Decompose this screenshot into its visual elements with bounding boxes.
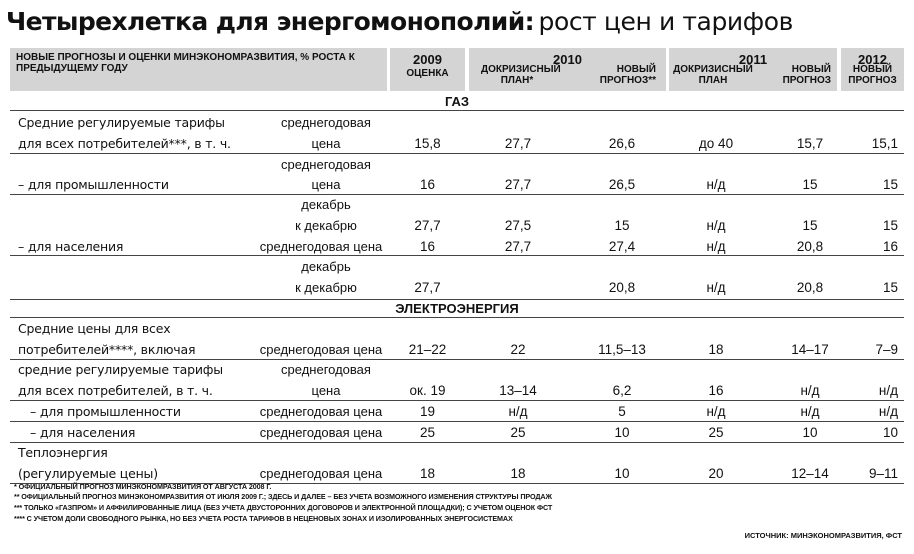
row-label: – для населения [30, 425, 136, 440]
value-cell: н/д [706, 177, 726, 192]
row-unit: к декабрю [295, 218, 357, 233]
value-cell: 26,5 [608, 177, 636, 192]
value-cell: н/д [706, 404, 726, 419]
value-cell: 18 [708, 342, 724, 357]
value-cell: 10 [614, 466, 630, 481]
value-cell: н/д [508, 404, 528, 419]
row-unit: среднегодовая [281, 115, 371, 130]
value-cell: 12–14 [791, 466, 829, 481]
year-2012: 2012 [858, 52, 887, 67]
row-unit: цена [311, 177, 341, 192]
row-label: – для промышленности [30, 404, 181, 419]
value-cell: 27,7 [504, 177, 532, 192]
value-cell: 9–11 [868, 466, 898, 481]
year-2011: 2011 [738, 52, 768, 67]
value-cell: 13–14 [499, 383, 537, 398]
value-cell: 25 [419, 425, 436, 440]
header-2012-sub: НОВЫЙ ПРОГНОЗ [848, 64, 897, 86]
value-cell: 27,7 [504, 239, 532, 254]
value-cell: 19 [419, 404, 436, 419]
row-label: – для населения [18, 239, 124, 254]
value-cell: 27,4 [608, 239, 636, 254]
row-label: для всех потребителей, в т. ч. [18, 383, 213, 398]
value-cell: 15 [882, 177, 898, 192]
value-cell: 15,7 [796, 136, 824, 151]
value-cell: 16 [419, 177, 436, 192]
row-unit: к декабрю [295, 280, 357, 295]
header-2010 [469, 48, 666, 91]
value-cell: 20 [708, 466, 724, 481]
value-cell: 10 [882, 425, 898, 440]
value-cell: 15,8 [414, 136, 441, 151]
footnote: *** ТОЛЬКО «ГАЗПРОМ» И АФФИЛИРОВАННЫЕ ЛИЦА (БЕЗ УЧЕТА ДВУСТОРОННИХ ДОГОВОРОВ И ЭЛЕКТРОННОЙ ПЛОЩАДКИ); С УЧЕТОМ ОЦЕНОК ФСТ [14, 503, 553, 512]
row-label: Теплоэнергия [18, 445, 108, 460]
footnote: ** ОФИЦИАЛЬНЫЙ ПРОГНОЗ МИНЭКОНОМРАЗВИТИЯ ОТ ИЮЛЯ 2009 Г.; ЗДЕСЬ И ДАЛЕЕ – БЕЗ УЧЕТА ВОЗМОЖНОГО ИЗМЕНЕНИЯ СТРУКТУРЫ ПРОДАЖ [14, 492, 552, 501]
row-label: средние регулируемые тарифы [18, 362, 223, 377]
header-2011-forecast: НОВЫЙ ПРОГНОЗ [782, 64, 831, 86]
value-cell: 27,7 [414, 280, 441, 295]
value-cell: 6,2 [612, 383, 632, 398]
value-cell: 21–22 [408, 342, 447, 357]
row-divider [10, 153, 904, 154]
row-divider [10, 421, 904, 422]
year-2010: 2010 [553, 52, 582, 67]
row-unit: среднегодовая цена [259, 404, 383, 419]
value-cell: 5 [618, 404, 626, 419]
value-cell: 20,8 [796, 280, 824, 295]
section-electricity: ЭЛЕКТРОЭНЕРГИЯ [10, 299, 904, 318]
header-2010-forecast: НОВЫЙ ПРОГНОЗ** [599, 64, 656, 86]
value-cell: н/д [878, 404, 898, 419]
row-unit: цена [311, 383, 341, 398]
value-cell: н/д [706, 280, 726, 295]
value-cell: 11,5–13 [598, 342, 646, 357]
row-divider [10, 255, 904, 256]
value-cell: 25 [708, 425, 724, 440]
page-title [6, 2, 793, 42]
value-cell: 15 [882, 218, 898, 233]
header-2009 [390, 48, 465, 91]
value-cell: до 40 [698, 136, 734, 151]
value-cell: 18 [510, 466, 526, 481]
value-cell: 15,1 [871, 136, 898, 151]
footnote: * ОФИЦИАЛЬНЫЙ ПРОГНОЗ МИНЭКОНОМРАЗВИТИЯ ОТ АВГУСТА 2008 Г. [14, 482, 272, 491]
source-note: ИСТОЧНИК: МИНЭКОНОМРАЗВИТИЯ, ФСТ [744, 531, 902, 540]
header-description: НОВЫЕ ПРОГНОЗЫ И ОЦЕНКИ МИНЭКОНОМРАЗВИТИЯ, % РОСТА К ПРЕДЫДУЩЕМУ ГОДУ [10, 48, 387, 91]
value-cell: н/д [800, 404, 820, 419]
row-unit: среднегодовая цена [259, 342, 383, 357]
row-divider [10, 400, 904, 401]
row-unit: среднегодовая цена [259, 239, 383, 254]
value-cell: н/д [800, 383, 820, 398]
row-label: Средние цены для всех [18, 321, 171, 336]
value-cell: 26,6 [608, 136, 636, 151]
footnote: **** С УЧЕТОМ ДОЛИ СВОБОДНОГО РЫНКА, НО БЕЗ УЧЕТА РОСТА ТАРИФОВ В НЕЦЕНОВЫХ ЗОНАХ И ИЗОЛИРОВАННЫХ ЭНЕРГОСИСТЕМАХ [14, 514, 513, 523]
header-2011-plan: ДОКРИЗИСНЫЙ ПЛАН [673, 64, 753, 86]
value-cell: 14–17 [791, 342, 829, 357]
value-cell: 27,5 [504, 218, 532, 233]
value-cell: 10 [802, 425, 818, 440]
row-divider [10, 442, 904, 443]
value-cell: 10 [614, 425, 630, 440]
value-cell: 7–9 [875, 342, 898, 357]
row-unit: среднегодовая [281, 362, 371, 377]
header-2012 [841, 48, 904, 91]
value-cell: н/д [706, 218, 726, 233]
row-unit: декабрь [301, 197, 351, 212]
section-gas: ГАЗ [10, 93, 904, 111]
row-unit: цена [311, 136, 341, 151]
title-bold: Четырехлетка для энергомонополий: [6, 7, 535, 36]
row-unit: среднегодовая цена [259, 425, 383, 440]
value-cell: 16 [882, 239, 898, 254]
row-unit: среднегодовая цена [259, 466, 383, 481]
row-divider [10, 359, 904, 360]
row-divider [10, 194, 904, 195]
value-cell: 15 [802, 218, 818, 233]
value-cell: 27,7 [504, 136, 532, 151]
value-cell: 16 [419, 239, 436, 254]
header-2010-plan: ДОКРИЗИСНЫЙ ПЛАН* [481, 64, 561, 86]
title-light: рост цен и тарифов [538, 7, 793, 36]
value-cell: н/д [706, 239, 726, 254]
value-cell: ок. 19 [409, 383, 446, 398]
value-cell: 20,8 [796, 239, 824, 254]
value-cell: н/д [878, 383, 898, 398]
value-cell: 15 [614, 218, 630, 233]
value-cell: 15 [802, 177, 818, 192]
value-cell: 16 [708, 383, 724, 398]
value-cell: 22 [510, 342, 526, 357]
value-cell: 20,8 [608, 280, 636, 295]
header-2009-sub: ОЦЕНКА [406, 68, 449, 79]
row-label: – для промышленности [18, 177, 169, 192]
value-cell: 27,7 [414, 218, 441, 233]
row-label: для всех потребителей***, в т. ч. [18, 136, 231, 151]
value-cell: 15 [882, 280, 898, 295]
row-unit: среднегодовая [281, 157, 371, 172]
row-label: потребителей****, включая [18, 342, 196, 357]
row-label: Средние регулируемые тарифы [18, 115, 225, 130]
row-label: (регулируемые цены) [18, 466, 158, 481]
year-2009: 2009 [413, 52, 442, 67]
value-cell: 18 [419, 466, 436, 481]
header-2011 [669, 48, 837, 91]
value-cell: 25 [510, 425, 526, 440]
row-unit: декабрь [301, 259, 351, 274]
